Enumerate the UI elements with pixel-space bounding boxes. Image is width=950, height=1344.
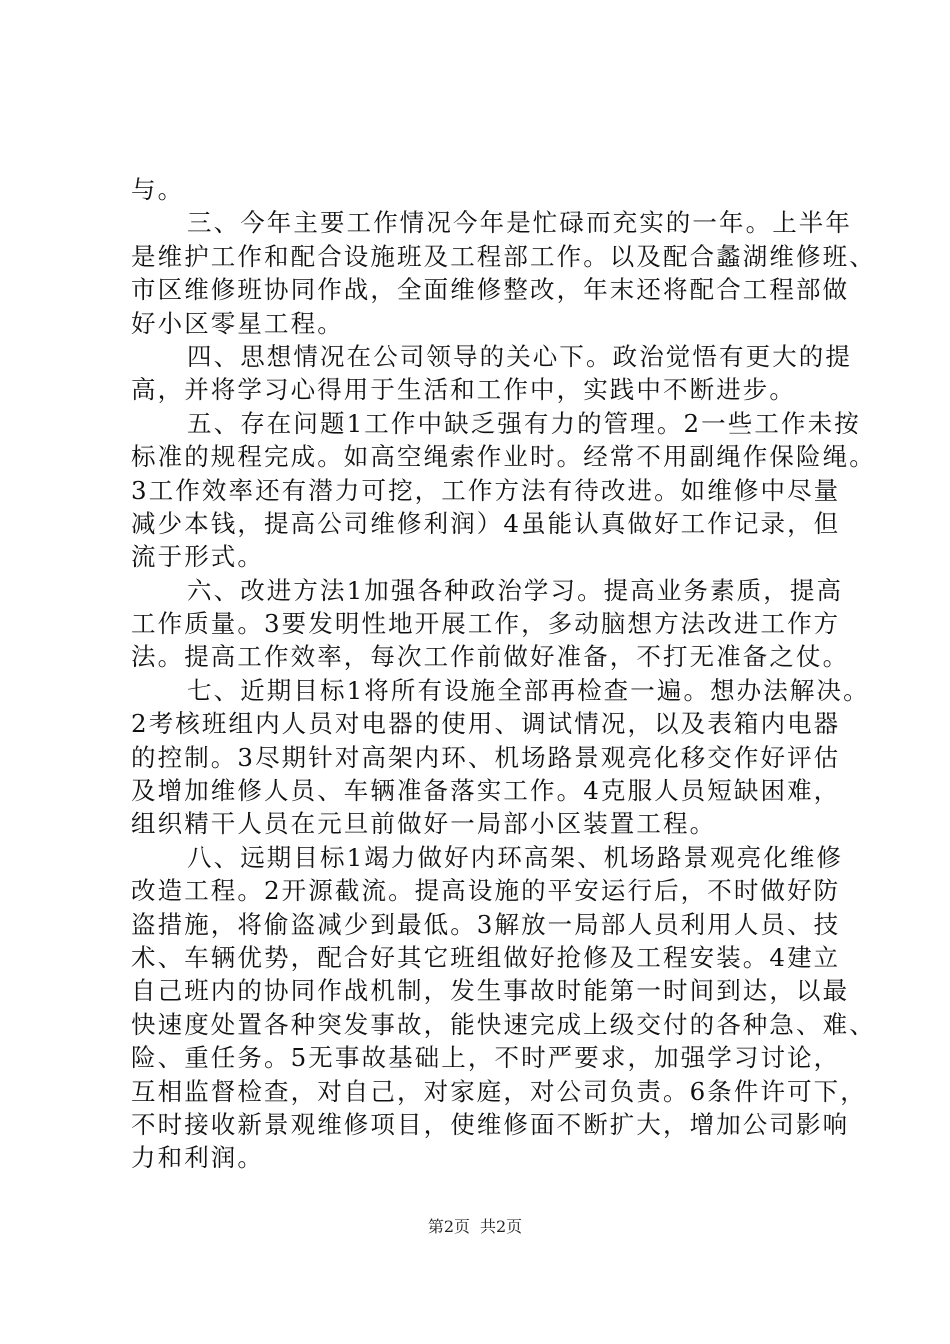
paragraph-five-first-line: 五、存在问题1工作中缺乏强有力的管理。2一些工作未按 bbox=[187, 408, 861, 438]
text-line: 不时接收新景观维修项目，使维修面不断扩大，增加公司影响 bbox=[131, 1109, 850, 1139]
text-line: 高，并将学习心得用于生活和工作中，实践中不断进步。 bbox=[131, 375, 796, 405]
text-line: 力和利润。 bbox=[131, 1143, 264, 1173]
paragraph-seven-first-line: 七、近期目标1将所有设施全部再检查一遍。想办法解决。 bbox=[187, 675, 870, 705]
text-line: 改造工程。2开源截流。提高设施的平安运行后，不时做好防 bbox=[131, 876, 841, 906]
text-line: 自己班内的协同作战机制，发生事故时能第一时间到达，以最 bbox=[131, 976, 850, 1006]
text-line: 及增加维修人员、车辆准备落实工作。4克服人员短缺困难， bbox=[131, 776, 841, 806]
text-line: 互相监督检查，对自己，对家庭，对公司负责。6条件许可下， bbox=[131, 1076, 867, 1106]
paragraph-six-first-line: 六、改进方法1加强各种政治学习。提高业务素质，提高 bbox=[187, 575, 844, 605]
page-number: 第2页 bbox=[427, 1217, 470, 1236]
text-line: 与。 bbox=[131, 175, 185, 204]
text-line: 流于形式。 bbox=[131, 542, 264, 572]
page-total: 共2页 bbox=[480, 1217, 523, 1236]
text-line: 术、车辆优势，配合好其它班组做好抢修及工程安装。4建立 bbox=[131, 942, 841, 972]
text-line: 标准的规程完成。如高空绳索作业时。经常不用副绳作保险绳。 bbox=[131, 442, 876, 472]
document-body bbox=[131, 173, 876, 1175]
paragraph-eight-first-line: 八、远期目标1竭力做好内环高架、机场路景观亮化维修 bbox=[187, 842, 844, 872]
text-line: 盗措施，将偷盗减少到最低。3解放一局部人员利用人员、技 bbox=[131, 909, 841, 939]
text-line: 法。提高工作效率，每次工作前做好准备，不打无准备之仗。 bbox=[131, 642, 850, 672]
paragraph-three-first-line: 三、今年主要工作情况今年是忙碌而充实的一年。上半年 bbox=[187, 208, 852, 238]
text-line: 工作质量。3要发明性地开展工作，多动脑想方法改进工作方 bbox=[131, 609, 841, 639]
text-line: 的控制。3尽期针对高架内环、机场路景观亮化移交作好评估 bbox=[131, 742, 841, 772]
text-line: 3工作效率还有潜力可挖，工作方法有待改进。如维修中尽量 bbox=[131, 475, 841, 505]
text-line: 减少本钱，提高公司维修利润）4虽能认真做好工作记录，但 bbox=[131, 508, 841, 538]
text-line: 快速度处置各种突发事故，能快速完成上级交付的各种急、难、 bbox=[131, 1009, 876, 1039]
text-line: 组织精干人员在元旦前做好一局部小区装置工程。 bbox=[131, 809, 717, 839]
page-footer bbox=[0, 1216, 950, 1238]
text-line: 市区维修班协同作战，全面维修整改，年末还将配合工程部做 bbox=[131, 275, 850, 305]
text-line: 是维护工作和配合设施班及工程部工作。以及配合蠡湖维修班、 bbox=[131, 241, 876, 271]
paragraph-four-first-line: 四、思想情况在公司领导的关心下。政治觉悟有更大的提 bbox=[187, 341, 852, 371]
text-line: 险、重任务。5无事故基础上，不时严要求，加强学习讨论， bbox=[131, 1043, 841, 1073]
text-line: 好小区零星工程。 bbox=[131, 308, 344, 338]
text-line: 2考核班组内人员对电器的使用、调试情况，以及表箱内电器 bbox=[131, 709, 841, 739]
